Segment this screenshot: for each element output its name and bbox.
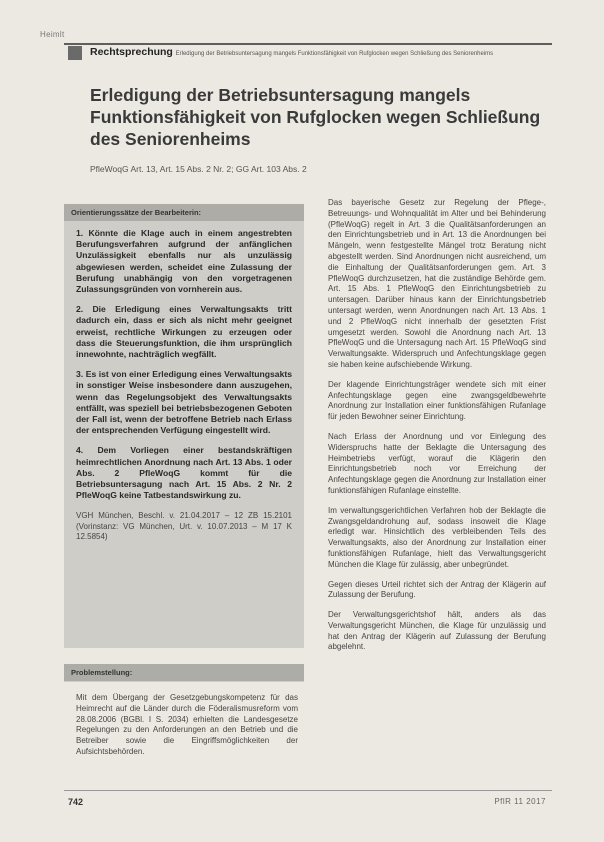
running-header bbox=[90, 45, 560, 61]
journal-reference: PflR 11 2017 bbox=[494, 797, 546, 806]
orientation-item-4: 4. Dem Vorliegen einer bestandskräftigen heimrechtlichen Anordnung nach Art. 13 Abs. 1 oder Abs. 2 PfleWoqG kommt für die Betriebsuntersagung nach Art. 15 Abs. 2 Nr. 2 PfleWoqG keine Tatbestandswirkung zu. bbox=[76, 445, 292, 501]
footer-rule bbox=[64, 790, 552, 791]
orientation-item-1: 1. Könnte die Klage auch in einem angestrebten Berufungsverfahren aufgrund der anfänglichen Unzulässigkeit ebenfalls nur als unzulässig abgewiesen werden, scheidet eine Zulassung der Berufung unabhängig von den vorgetragenen Zulassungsgründen von vornherein aus. bbox=[76, 228, 292, 295]
right-paragraph: Gegen dieses Urteil richtet sich der Antrag der Klägerin auf Zulassung der Berufung. bbox=[328, 579, 546, 600]
orientation-item-2: 2. Die Erledigung eines Verwaltungsakts tritt dadurch ein, dass er sich als nicht mehr geeignet erweist, rechtliche Wirkungen zu erzeugen oder dass die Steuerungsfunktion, die ihm ursprünglich innewohnte, nachträglich wegfällt. bbox=[76, 304, 292, 360]
header-category: Rechtsprechung bbox=[90, 46, 173, 58]
right-paragraph: Der Verwaltungsgerichtshof hält, anders als das Verwaltungsgericht München, die Klage für unzulässig und hat den Antrag der Klägerin auf Zulassung der Berufung abgelehnt. bbox=[328, 610, 546, 652]
header-subtitle: Erledigung der Betriebsuntersagung mangels Funktionsfähigkeit von Rufglocken wegen Schließung des Seniorenheims bbox=[175, 51, 494, 57]
problem-paragraph: Mit dem Übergang der Gesetzgebungskompetenz für das Heimrecht auf die Länder durch die Föderalismusreform vom 28.08.2006 (BGBl. I S. 2034) erhielten die Landesgesetze Regelungen zu den Anforderungen an den Betrieb und die Betreiber sowie die Eingriffsmöglichkeiten der Aufsichtsbehörden. bbox=[76, 693, 298, 756]
right-paragraph: Der klagende Einrichtungsträger wendete sich mit einer Anfechtungsklage gegen eine zwangsgeldbewehrte Anordnung zur Installation einer funktionsfähigen Rufanlage für jeden Bewohner seiner Einrichtung. bbox=[328, 379, 546, 422]
right-paragraph: Nach Erlass der Anordnung und vor Einlegung des Widerspruchs hatte der Beklagte die Untersagung des Heimbetriebs verfügt, worauf die Klägerin den Einrichtungsbetrieb noch vor Erreichung der Anfechtungsklage gegen die Anordnung zur Installation einer funktionsfähigen Rufanlage einstellte. bbox=[328, 431, 546, 495]
decision-source: VGH München, Beschl. v. 21.04.2017 – 12 ZB 15.2101 (Vorinstanz: VG München, Urt. v. 10.07.2013 – M 17 K 12.5854) bbox=[76, 511, 292, 542]
right-column bbox=[328, 198, 546, 662]
problem-text-column bbox=[76, 693, 298, 767]
orientation-box bbox=[64, 204, 304, 648]
problem-box bbox=[64, 664, 304, 682]
orientation-item-3: 3. Es ist von einer Erledigung eines Verwaltungsakts in sonstiger Weise insbesondere dann auszugehen, wenn das Regelungsobjekt des Verwaltungsakts entfällt, was speziell bei betriebsbezogenen Geboten der Fall ist, wenn der betroffene Betrieb nach Erlass der entsprechenden Verfügung eingestellt wird. bbox=[76, 369, 292, 436]
section-label: Heimlt bbox=[40, 30, 65, 39]
legal-citation: PfleWoqG Art. 13, Art. 15 Abs. 2 Nr. 2; GG Art. 103 Abs. 2 bbox=[90, 164, 307, 174]
problem-heading: Problemstellung: bbox=[64, 664, 304, 681]
right-paragraph: Das bayerische Gesetz zur Regelung der Pflege-, Betreuungs- und Wohnqualität im Alter und bei Behinderung (PfleWoqG) regelt in Art. 3 die Qualitätsanforderungen an den Einrichtungsbetrieb und in Art. 13 die Anordnungen bei Mängeln, wenn festgestellte Mängel trotz Beratung nicht abgestellt werden. Sind Anordnungen nicht ausreichend, um die Einhaltung der Qualitätsanforderungen gem. Art. 3 PfleWoqG durchzusetzen, hat die zuständige Behörde gem. Art. 15 Abs. 1 PfleWoqG den Einrichtungsbetrieb zu untersagen. Darüber hinaus kann der Einrichtungsbetrieb untersagt werden, wenn Anordnungen nach Art. 13 Abs. 1 und 2 PfleWoqG nicht innerhalb der gesetzten Frist umgesetzt werden. Sowohl die Anordnung nach Art. 13 PfleWoqG und die Untersagung nach Art. 15 PfleWoqG sind Verwaltungsakte. Widerspruch und Anfechtungsklage gegen sie haben keine aufschiebende Wirkung. bbox=[328, 198, 546, 369]
orientation-heading: Orientierungssätze der Bearbeiterin: bbox=[64, 204, 304, 221]
header-marker bbox=[68, 46, 82, 60]
right-paragraph: Im verwaltungsgerichtlichen Verfahren hob der Beklagte die Zwangsgeldandrohung auf, sodass insoweit die Klage erledigt war. Hinsichtlich des verbleibenden Teils des Verwaltungsakts, also der Anordnung zur Installation einer funktionsfähigen Rufanlage, hielt das Verwaltungsgericht München die Klage für zulässig, aber unbegründet. bbox=[328, 505, 546, 569]
page-number: 742 bbox=[68, 797, 84, 807]
article-title: Erledigung der Betriebsuntersagung mangels Funktionsfähigkeit von Rufglocken wegen Schließung des Seniorenheims bbox=[90, 85, 541, 149]
